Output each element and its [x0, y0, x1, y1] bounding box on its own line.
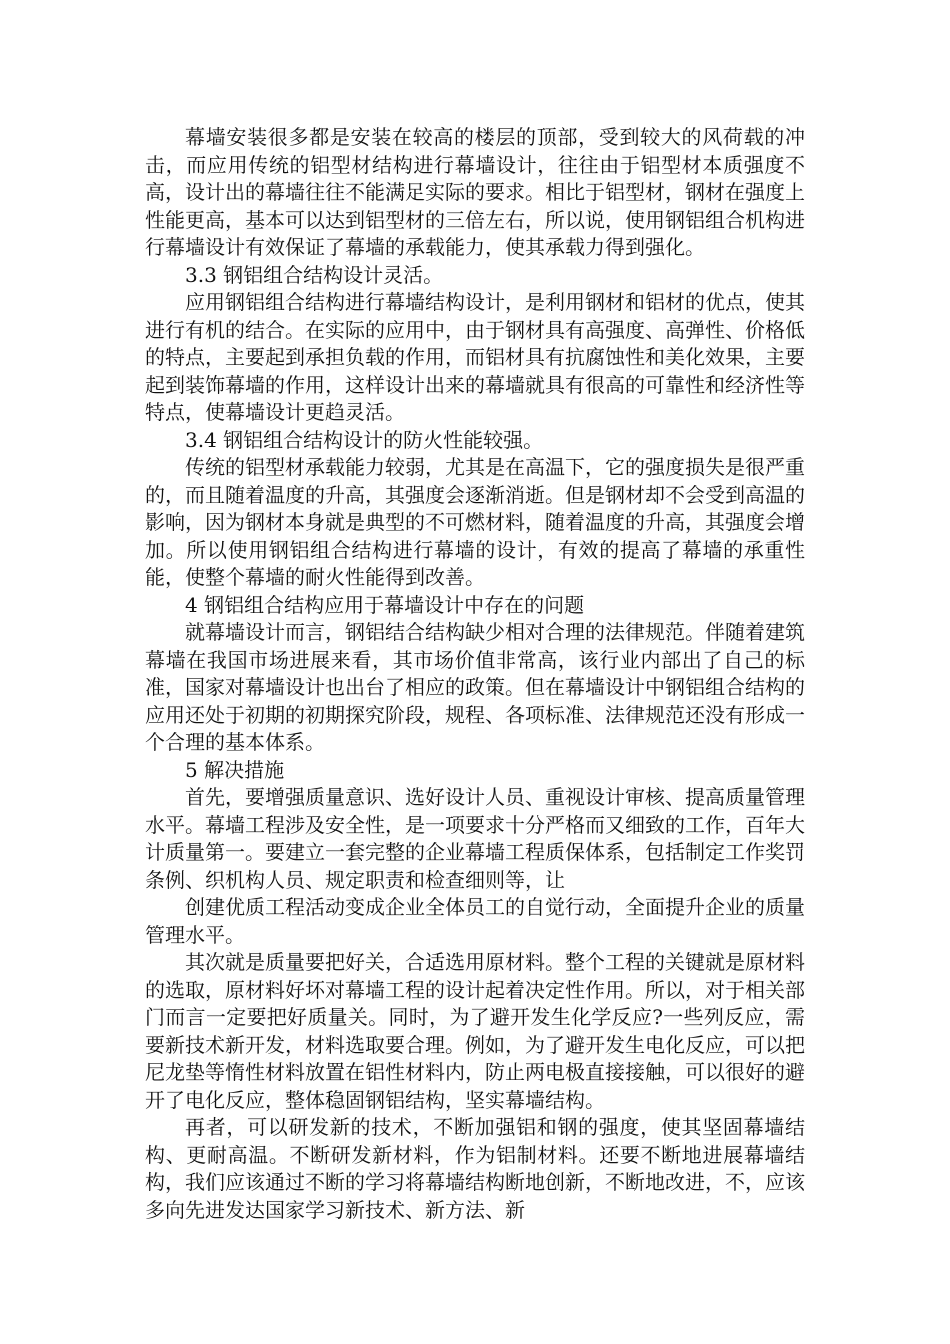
section-heading-3-3: 3.3 钢铝组合结构设计灵活。 [185, 262, 444, 287]
paragraph-problems: 就幕墙设计而言，钢铝结合结构缺少相对合理的法律规范。伴随着建筑幕墙在我国市场进展来看，其市场价值非常高，该行业内部出了自己的标准，国家对幕墙设计也出台了相应的政策。但在幕墙设计中钢铝组合结构的应用还处于初期的初期探究阶段，规程、各项标准、法律规范还没有形成一个合理的基本体系。 [145, 620, 805, 754]
paragraph-strength: 幕墙安装很多都是安装在较高的楼层的顶部，受到较大的风荷载的冲击，而应用传统的铝型材结构进行幕墙设计，往往由于铝型材本质强度不高，设计出的幕墙往往不能满足实际的要求。相比于铝型材，钢材在强度上性能更高，基本可以达到铝型材的三倍左右，所以说，使用钢铝组合机构进行幕墙设计有效保证了幕墙的承载能力，使其承载力得到强化。 [145, 125, 805, 259]
paragraph-research: 再者，可以研发新的技术，不断加强铝和钢的强度，使其坚固幕墙结构、更耐高温。不断研发新材料，作为铝制材料。还要不断地进展幕墙结构，我们应该通过不断的学习将幕墙结构断地创新，不断地改进，不，应该多向先进发达国家学习新技术、新方法、新 [145, 1115, 805, 1222]
section-heading-5: 5 解决措施 [185, 757, 285, 782]
paragraph-quality-awareness: 首先，要增强质量意识、选好设计人员、重视设计审核、提高质量管理水平。幕墙工程涉及安全性，是一项要求十分严格而又细致的工作，百年大计质量第一。要建立一套完整的企业幕墙工程质保体系，包括制定工作奖罚条例、织机构人员、规定职责和检查细则等，让 [145, 785, 805, 892]
section-heading-3-4: 3.4 钢铝组合结构设计的防火性能较强。 [185, 427, 544, 452]
paragraph-quality-engineering: 创建优质工程活动变成企业全体员工的自觉行动，全面提升企业的质量管理水平。 [145, 895, 805, 947]
section-heading-4: 4 钢铝组合结构应用于幕墙设计中存在的问题 [185, 592, 585, 617]
document-body [145, 124, 805, 1224]
paragraph-fire-resistance: 传统的铝型材承载能力较弱，尤其是在高温下，它的强度损失是很严重的，而且随着温度的升高，其强度会逐渐消逝。但是钢材却不会受到高温的影响，因为钢材本身就是典型的不可燃材料，随着温度的升高，其强度会增加。所以使用钢铝组合结构进行幕墙的设计，有效的提高了幕墙的承重性能，使整个幕墙的耐火性能得到改善。 [145, 455, 805, 589]
paragraph-materials: 其次就是质量要把好关，合适选用原材料。整个工程的关键就是原材料的选取，原材料好坏对幕墙工程的设计起着决定性作用。所以，对于相关部门而言一定要把好质量关。同时，为了避开发生化学反应?一些列反应，需要新技术新开发，材料选取要合理。例如，为了避开发生电化反应，可以把尼龙垫等惰性材料放置在铝性材料内，防止两电极直接接触，可以很好的避开了电化反应，整体稳固钢铝结构，坚实幕墙结构。 [145, 950, 805, 1112]
paragraph-flexible-design: 应用钢铝组合结构进行幕墙结构设计，是利用钢材和铝材的优点，使其进行有机的结合。在实际的应用中，由于钢材具有高强度、高弹性、价格低的特点，主要起到承担负载的作用，而铝材具有抗腐蚀性和美化效果，主要起到装饰幕墙的作用，这样设计出来的幕墙就具有很高的可靠性和经济性等特点，使幕墙设计更趋灵活。 [145, 290, 805, 424]
